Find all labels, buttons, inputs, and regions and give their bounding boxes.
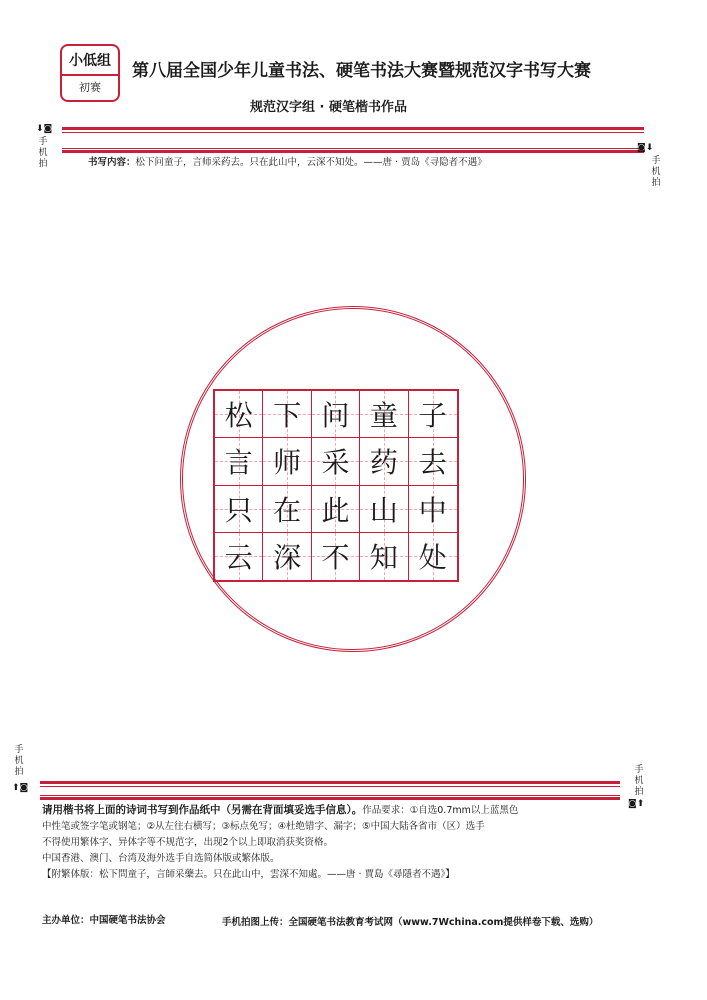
content-rule-thick	[62, 150, 644, 153]
grid-cell	[215, 438, 263, 485]
grid-cell	[409, 486, 457, 533]
grid-character: 去	[418, 446, 447, 480]
grid-character: 子	[418, 399, 447, 433]
page-title: 第八届全国少年儿童书法、硬笔书法大赛暨规范汉字书写大赛	[132, 61, 591, 81]
grid-character: 言	[224, 446, 253, 480]
instructions-line-1	[42, 802, 672, 819]
instructions-line-4: 中国香港、澳门、台湾及海外选手自选简体版或繁体版。	[42, 853, 280, 864]
grid-character: 在	[273, 493, 302, 527]
instructions-req: 作品要求：①自选0.7mm以上蓝黑色	[362, 805, 519, 816]
badge-stage: 初赛	[79, 81, 101, 94]
upload-info: 手机拍图上传：全国硬笔书法教育考试网（www.7Wchina.com提供样卷下载、选购）	[222, 917, 599, 928]
instructions	[42, 802, 672, 883]
grid-cell	[263, 391, 311, 438]
photo-label-left-top: 手机拍	[38, 137, 48, 169]
grid-cell	[263, 486, 311, 533]
grid-character: 云	[224, 541, 253, 575]
grid-character: 不	[321, 541, 350, 575]
grid-character: 知	[369, 541, 398, 575]
grid-character: 问	[321, 399, 350, 433]
grid-cell	[360, 486, 408, 533]
content-rule-thin	[62, 148, 644, 149]
grid-character: 山	[369, 493, 398, 527]
writing-content	[88, 154, 487, 168]
photo-label-right-bottom: 手机拍	[634, 765, 644, 797]
group-badge	[60, 44, 120, 102]
grid-character: 采	[321, 446, 350, 480]
grid-cell	[263, 438, 311, 485]
writing-grid	[213, 389, 459, 582]
grid-cell	[360, 438, 408, 485]
photo-label-right-top: 手机拍	[651, 156, 661, 188]
camera-icon-left-top: ⬇◙	[36, 124, 53, 134]
camera-icon-right-bottom: ◙⬆	[628, 799, 645, 809]
organizer: 主办单位：中国硬笔书法协会	[42, 915, 166, 926]
instructions-line-3: 不得使用繁体字、异体字等不规范字，出现2个以上即取消获奖资格。	[42, 837, 334, 848]
grid-cell	[360, 391, 408, 438]
grid-cell	[215, 391, 263, 438]
grid-character: 中	[418, 493, 447, 527]
top-rule-thin	[62, 132, 644, 133]
grid-character: 下	[273, 399, 302, 433]
grid-cell	[409, 533, 457, 580]
grid-cell	[312, 533, 360, 580]
writing-content-label: 书写内容：	[88, 157, 136, 168]
bottom-rule-thin	[40, 786, 620, 787]
grid-cell	[409, 391, 457, 438]
grid-character: 处	[418, 541, 447, 575]
grid-character: 只	[224, 493, 253, 527]
page-subtitle: 规范汉字组 · 硬笔楷书作品	[250, 100, 407, 115]
grid-cell	[312, 486, 360, 533]
grid-cell	[360, 533, 408, 580]
grid-cell	[215, 486, 263, 533]
grid-character: 药	[369, 446, 398, 480]
grid-cell	[312, 438, 360, 485]
writing-content-text: 松下问童子，言师采药去。只在此山中，云深不知处。——唐 · 贾岛《寻隐者不遇》	[135, 157, 487, 168]
notes-rule-thick	[40, 797, 620, 800]
grid-cell	[215, 533, 263, 580]
grid-character: 此	[321, 493, 350, 527]
grid-character: 松	[224, 399, 253, 433]
instructions-line-2: 中性笔或签字笔或钢笔；②从左往右横写；③标点免写；④杜绝错字、漏字；⑤中国大陆各省市（区）选手	[42, 821, 485, 832]
grid-character: 深	[273, 541, 302, 575]
grid-character: 童	[369, 399, 398, 433]
photo-label-left-bottom: 手机拍	[14, 745, 24, 777]
grid-cell	[312, 391, 360, 438]
instructions-lead: 请用楷书将上面的诗词书写到作品纸中（另需在背面填妥选手信息）。	[42, 804, 363, 816]
camera-icon-left-bottom: ⬆◙	[12, 783, 29, 793]
camera-icon-right-top: ◙⬇	[637, 143, 654, 153]
grid-cell	[409, 438, 457, 485]
top-rule-thick	[62, 127, 644, 130]
bottom-rule-thick	[40, 781, 620, 784]
badge-group: 小低组	[62, 46, 118, 76]
instructions-line-5: 【附繁体版：松下問童子，言師采藥去。只在此山中，雲深不知處。——唐 · 賈島《尋隱者不遇》】	[42, 869, 455, 880]
grid-cell	[263, 533, 311, 580]
notes-rule-thin	[40, 795, 620, 796]
grid-character: 师	[273, 446, 302, 480]
